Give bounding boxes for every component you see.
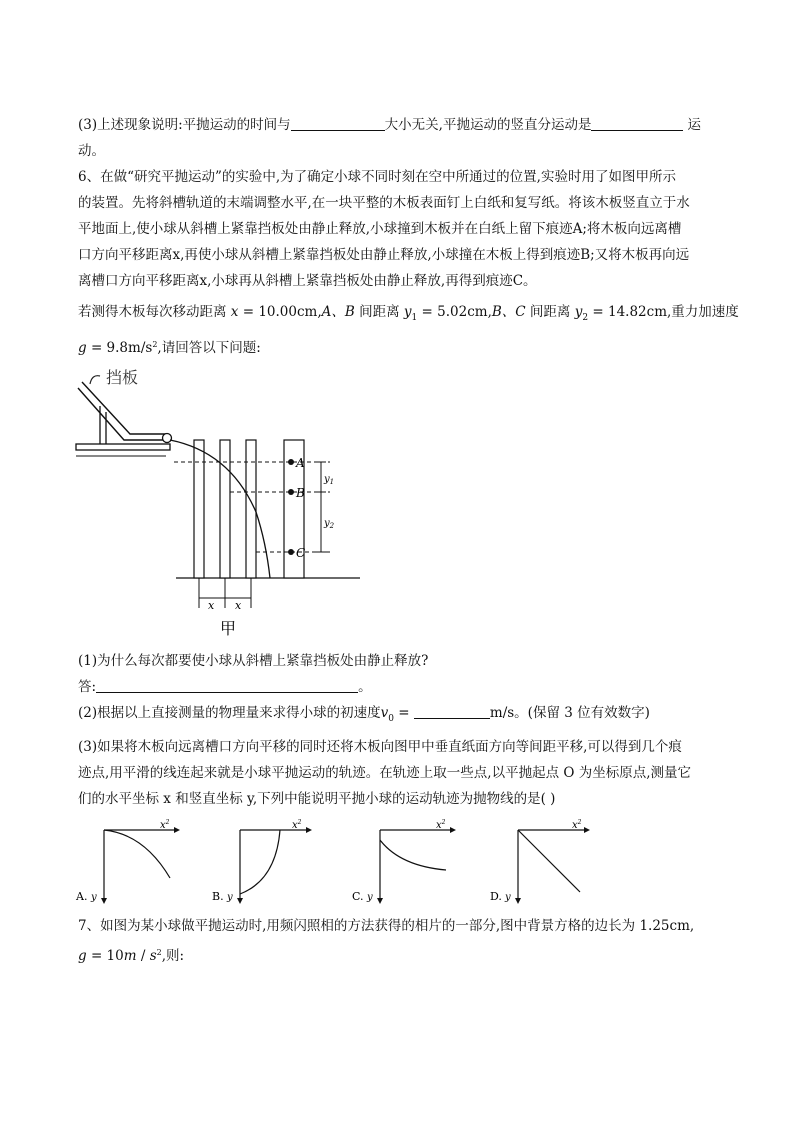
answer-blank[interactable] — [96, 678, 358, 693]
var-bc: B、C — [491, 304, 526, 320]
label-c: C — [296, 546, 306, 560]
b-curve — [240, 830, 280, 894]
a-y-arrow — [101, 898, 107, 904]
c-x-arrow — [450, 827, 456, 833]
q6-l7-a: = 9.8m/s — [86, 340, 153, 356]
figure-jia — [70, 362, 360, 642]
b-label: B. — [212, 890, 224, 903]
var-ab: A、B — [321, 304, 355, 320]
var-y1-sub: 1 — [411, 313, 418, 323]
a-x-arrow — [174, 827, 180, 833]
q6-line-5: 离槽口方向平移距离x,小球再从斜槽上紧靠挡板处由静止释放,再得到痕迹C。 — [78, 273, 537, 289]
q7-var-g: g — [78, 948, 87, 964]
q6-l7-b: ,请回答以下问题: — [157, 340, 261, 356]
blank-q5-2[interactable] — [591, 116, 683, 131]
table-top — [76, 444, 170, 450]
option-c-graph[interactable] — [350, 818, 460, 906]
b-x-label: $x^2$ — [292, 819, 302, 831]
b-y-label: y — [227, 892, 233, 903]
q6-sub3-l3: 们的水平坐标 x 和竖直坐标 y,下列中能说明平抛小球的运动轨迹为抛物线的是( ) — [78, 791, 556, 807]
point-b — [288, 489, 294, 495]
sub2-a: (2)根据以上直接测量的物理量来求得小球的初速度 — [78, 705, 381, 721]
label-a: A — [296, 456, 305, 470]
q5-part3-suffix: 运 — [687, 117, 701, 133]
q7-line-1: 7、如图为某小球做平抛运动时,用频闪照相的方法获得的相片的一部分,图中背景方格的边长为 1.25cm, — [78, 918, 695, 934]
c-x-label: $x^2$ — [436, 819, 446, 831]
q7-var-m: m — [123, 948, 137, 964]
a-y-label: y — [91, 892, 97, 903]
b-x-arrow — [306, 827, 312, 833]
q5-part3-cont — [78, 142, 105, 160]
ball — [163, 434, 172, 443]
var-y2-sub: 2 — [582, 313, 589, 323]
q6-sub3-l2: 迹点,用平滑的线连起来就是小球平抛运动的轨迹。在轨迹上取一些点,以平抛起点 O 为坐标原点,测量它 — [78, 765, 692, 781]
answer-label: 答: — [78, 679, 97, 695]
q5-part3-line — [78, 116, 701, 134]
var-v0: v — [380, 705, 389, 721]
label-b: B — [296, 486, 305, 500]
point-c — [288, 549, 294, 555]
var-y2: y — [574, 304, 583, 320]
q6-answer-line — [78, 678, 372, 696]
c-label: C. — [352, 890, 364, 903]
q5-part3-middle: 大小无关,平抛运动的竖直分运动是 — [384, 117, 592, 133]
var-g: g — [78, 340, 87, 356]
d-x-label: $x^2$ — [572, 819, 582, 831]
d-y-arrow — [515, 898, 521, 904]
answer-end: 。 — [358, 679, 372, 695]
q6-sub3-l1: (3)如果将木板向远离槽口方向平移的同时还将木板向图甲中垂直纸面方向等间距平移,可以得到几个痕 — [78, 739, 682, 755]
var-v0-sub: 0 — [388, 714, 394, 724]
b-y-arrow — [237, 898, 243, 904]
label-x-1: x — [208, 599, 215, 612]
q6-line-7 — [78, 336, 261, 357]
q6-line-1: 6、在做“研究平抛运动”的实验中,为了确定小球不同时刻在空中所通过的位置,实验时用了如图甲所示 — [78, 169, 676, 185]
d-label: D. — [490, 890, 502, 903]
q7-l2-sup: 2 — [156, 948, 162, 957]
point-a — [288, 459, 294, 465]
q7-l2-a: = 10 — [86, 948, 124, 964]
option-b-graph[interactable] — [210, 818, 320, 906]
c-curve — [380, 840, 446, 870]
option-a-graph[interactable] — [74, 818, 184, 906]
q6-line-2: 的装置。先将斜槽轨道的末端调整水平,在一块平整的木板表面钉上白纸和复写纸。将该木板竖直立于水 — [78, 195, 690, 211]
var-y1: y — [403, 304, 412, 320]
label-pointer — [90, 376, 100, 384]
a-curve — [104, 830, 170, 878]
q6-l6-b: = 10.00cm, — [238, 304, 322, 320]
a-label: A. — [76, 890, 88, 903]
q6-sub2 — [78, 704, 650, 728]
q5-part3-cont-text: 动。 — [78, 143, 105, 159]
q7-l2-c: ,则: — [161, 948, 185, 964]
blank-q5-1[interactable] — [291, 116, 385, 131]
board-1 — [194, 440, 204, 578]
q7-var-s: s — [149, 948, 157, 964]
label-y2: $y_2$ — [324, 518, 335, 530]
q6-line-3: 平地面上,使小球从斜槽上紧靠挡板处由静止释放,小球撞到木板并在白纸上留下痕迹A;将木板向远离槽 — [78, 221, 682, 237]
q6-l6-d: = 5.02cm, — [417, 304, 492, 320]
q6-line-4: 口方向平移距离x,再使小球从斜槽上紧靠挡板处由静止释放,小球撞在木板上得到痕迹B;又将木板再向远 — [78, 247, 690, 263]
label-y1: $y_1$ — [324, 474, 335, 486]
q6-l6-e: 间距离 — [525, 304, 575, 320]
q5-part3-prefix: (3)上述现象说明:平抛运动的时间与 — [78, 117, 291, 133]
a-x-label: $x^2$ — [160, 819, 170, 831]
sub2-c: m/s。(保留 3 位有效数字) — [489, 705, 650, 721]
q7-l2-b: / — [136, 948, 150, 964]
chute-incline — [82, 382, 166, 434]
q6-l6-a: 若测得木板每次移动距离 — [78, 304, 231, 320]
q6-sub1: (1)为什么每次都要使小球从斜槽上紧靠挡板处由静止释放? — [78, 653, 429, 669]
d-line — [518, 830, 580, 892]
var-x: x — [230, 304, 239, 320]
q6-line-6 — [78, 303, 739, 327]
d-y-label: y — [505, 892, 511, 903]
q7-line-2 — [78, 944, 184, 965]
c-y-arrow — [377, 898, 383, 904]
label-x-2: x — [235, 599, 242, 612]
chute-incline-inner — [78, 388, 166, 440]
sub2-b: = — [394, 705, 414, 721]
q6-l7-sup: 2 — [152, 340, 158, 349]
figure-caption: 甲 — [220, 619, 237, 638]
c-y-label: y — [367, 892, 373, 903]
q6-l6-c: 间距离 — [354, 304, 404, 320]
v0-blank[interactable] — [414, 704, 490, 719]
d-x-arrow — [584, 827, 590, 833]
baffle-label: 挡板 — [106, 368, 139, 387]
q6-l6-f: = 14.82cm,重力加速度 — [588, 304, 739, 320]
board-2 — [220, 440, 230, 578]
option-d-graph[interactable] — [488, 818, 598, 906]
